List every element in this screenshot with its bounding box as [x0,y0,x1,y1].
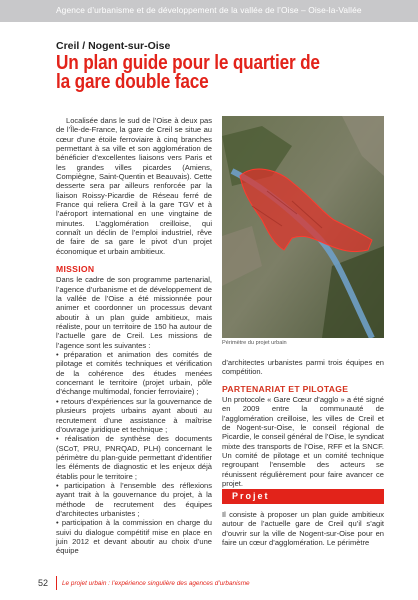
partenariat-text: Un protocole « Gare Cœur d’agglo » a été signé en 2009 entre la communauté de l’agglomération creilloise, les villes de Creil et de Nogent-sur-Oise, le conseil régional de Picardie, le conseil général de l’Oise, le syndicat mixte des transports de l’Oise, RFF et la SNCF. Un comité de pilotage et un comité technique regroupant l’ensemble des acteurs se réunissent régulièrement pour faire avancer ce projet. [222,395,384,489]
page-footer [0,576,418,600]
projet-section [222,510,384,547]
map-caption: Périmètre du projet urbain [222,340,287,346]
aerial-map-svg [222,116,384,338]
projet-heading: Projet [232,491,270,501]
mission-bullet: • participation à la commission en charge du suivi du dialogue compétitif mise en place en juin 2012 et devant aboutir au choix d’une équipe [56,518,212,556]
mission-heading: MISSION [56,264,95,274]
continuation-text: d’architectes urbanistes parmi trois équipes en compétition. [222,358,384,377]
aerial-map-image [222,116,384,338]
mission-bullet: • préparation et animation des comités de pilotage et comités techniques et vérification de la cohérence des études menées concernant le territoire (projet urbain, pôle d’échange multimodal, foncier ferroviaire) ; [56,350,212,397]
location-kicker: Creil / Nogent-sur-Oise [56,40,171,52]
partenariat-heading: PARTENARIAT ET PILOTAGE [222,383,349,394]
lead-text: Localisée dans le sud de l’Oise à deux pas de l’Île-de-France, la gare de Creil se situe au cœur d’une étoile ferroviaire à cinq branches permettant à sa ville et son agglomération de bénéficier d’excellentes liaisons vers Paris et les grandes villes picardes (Amiens, Compiègne, Saint-Quentin et Beauvais). Cette desserte sera par ailleurs renforcée par la liaison Roissy-Picardie de Réseau ferré de France qui reliera Creil à la gare TGV et à l’aéroport international en une vingtaine de minutes. L’agglomération creilloise, qui connaît un déclin de l’emploi industriel, rêve de faire de sa gare le pivot d’un projet économique et urbain ambitieux. [56,116,212,256]
mission-intro: Dans le cadre de son programme partenarial, l’agence d’urbanisme et de développement de la vallée de l’Oise a été missionnée pour animer et coordonner un processus devant aboutir à un plan guide ambitieux, mais réaliste, pour un territoire de 150 ha autour de l’actuelle gare de Creil. Les missions de l’agence sont les suivantes : [56,275,212,350]
mission-bullet: • participation à l’ensemble des réflexions ayant trait à la gouvernance du projet, à la méthode de recrutement des équipes d’architectes urbanistes ; [56,480,212,518]
right-column [222,358,384,488]
projet-heading-bar [222,489,384,504]
mission-section [56,265,212,556]
mission-bullet: • retours d’expériences sur la gouvernance de plusieurs projets urbains ayant abouti au recrutement d’une assistance à maîtrise d’ouvrage juridique et technique ; [56,396,212,434]
article-title: Un plan guide pour le quartier de la gare double face [56,52,320,93]
footer-text: Le projet urbain : l’expérience singulière des agences d’urbanisme [62,580,250,587]
lead-paragraph [56,116,212,256]
running-header-text: Agence d’urbanisme et de développement de la vallée de l’Oise – Oise-la-Vallée [56,5,362,15]
page-number: 52 [38,578,49,588]
running-header [0,0,418,22]
projet-text: Il consiste à proposer un plan guide ambitieux autour de l’actuelle gare de Creil qu’il s’agit d’ouvrir sur la ville de Nogent-sur-Oise pour en faire un cœur d’agglomération. Le périmètre [222,510,384,548]
footer-rule [56,576,57,590]
mission-bullet: • réalisation de synthèse des documents (SCoT, PRU, PNRQAD, PLH) concernant le périmètre du plan-guide permettant d’identifier les éléments de diagnostic et les enjeux déjà établis pour le territoire ; [56,434,212,481]
